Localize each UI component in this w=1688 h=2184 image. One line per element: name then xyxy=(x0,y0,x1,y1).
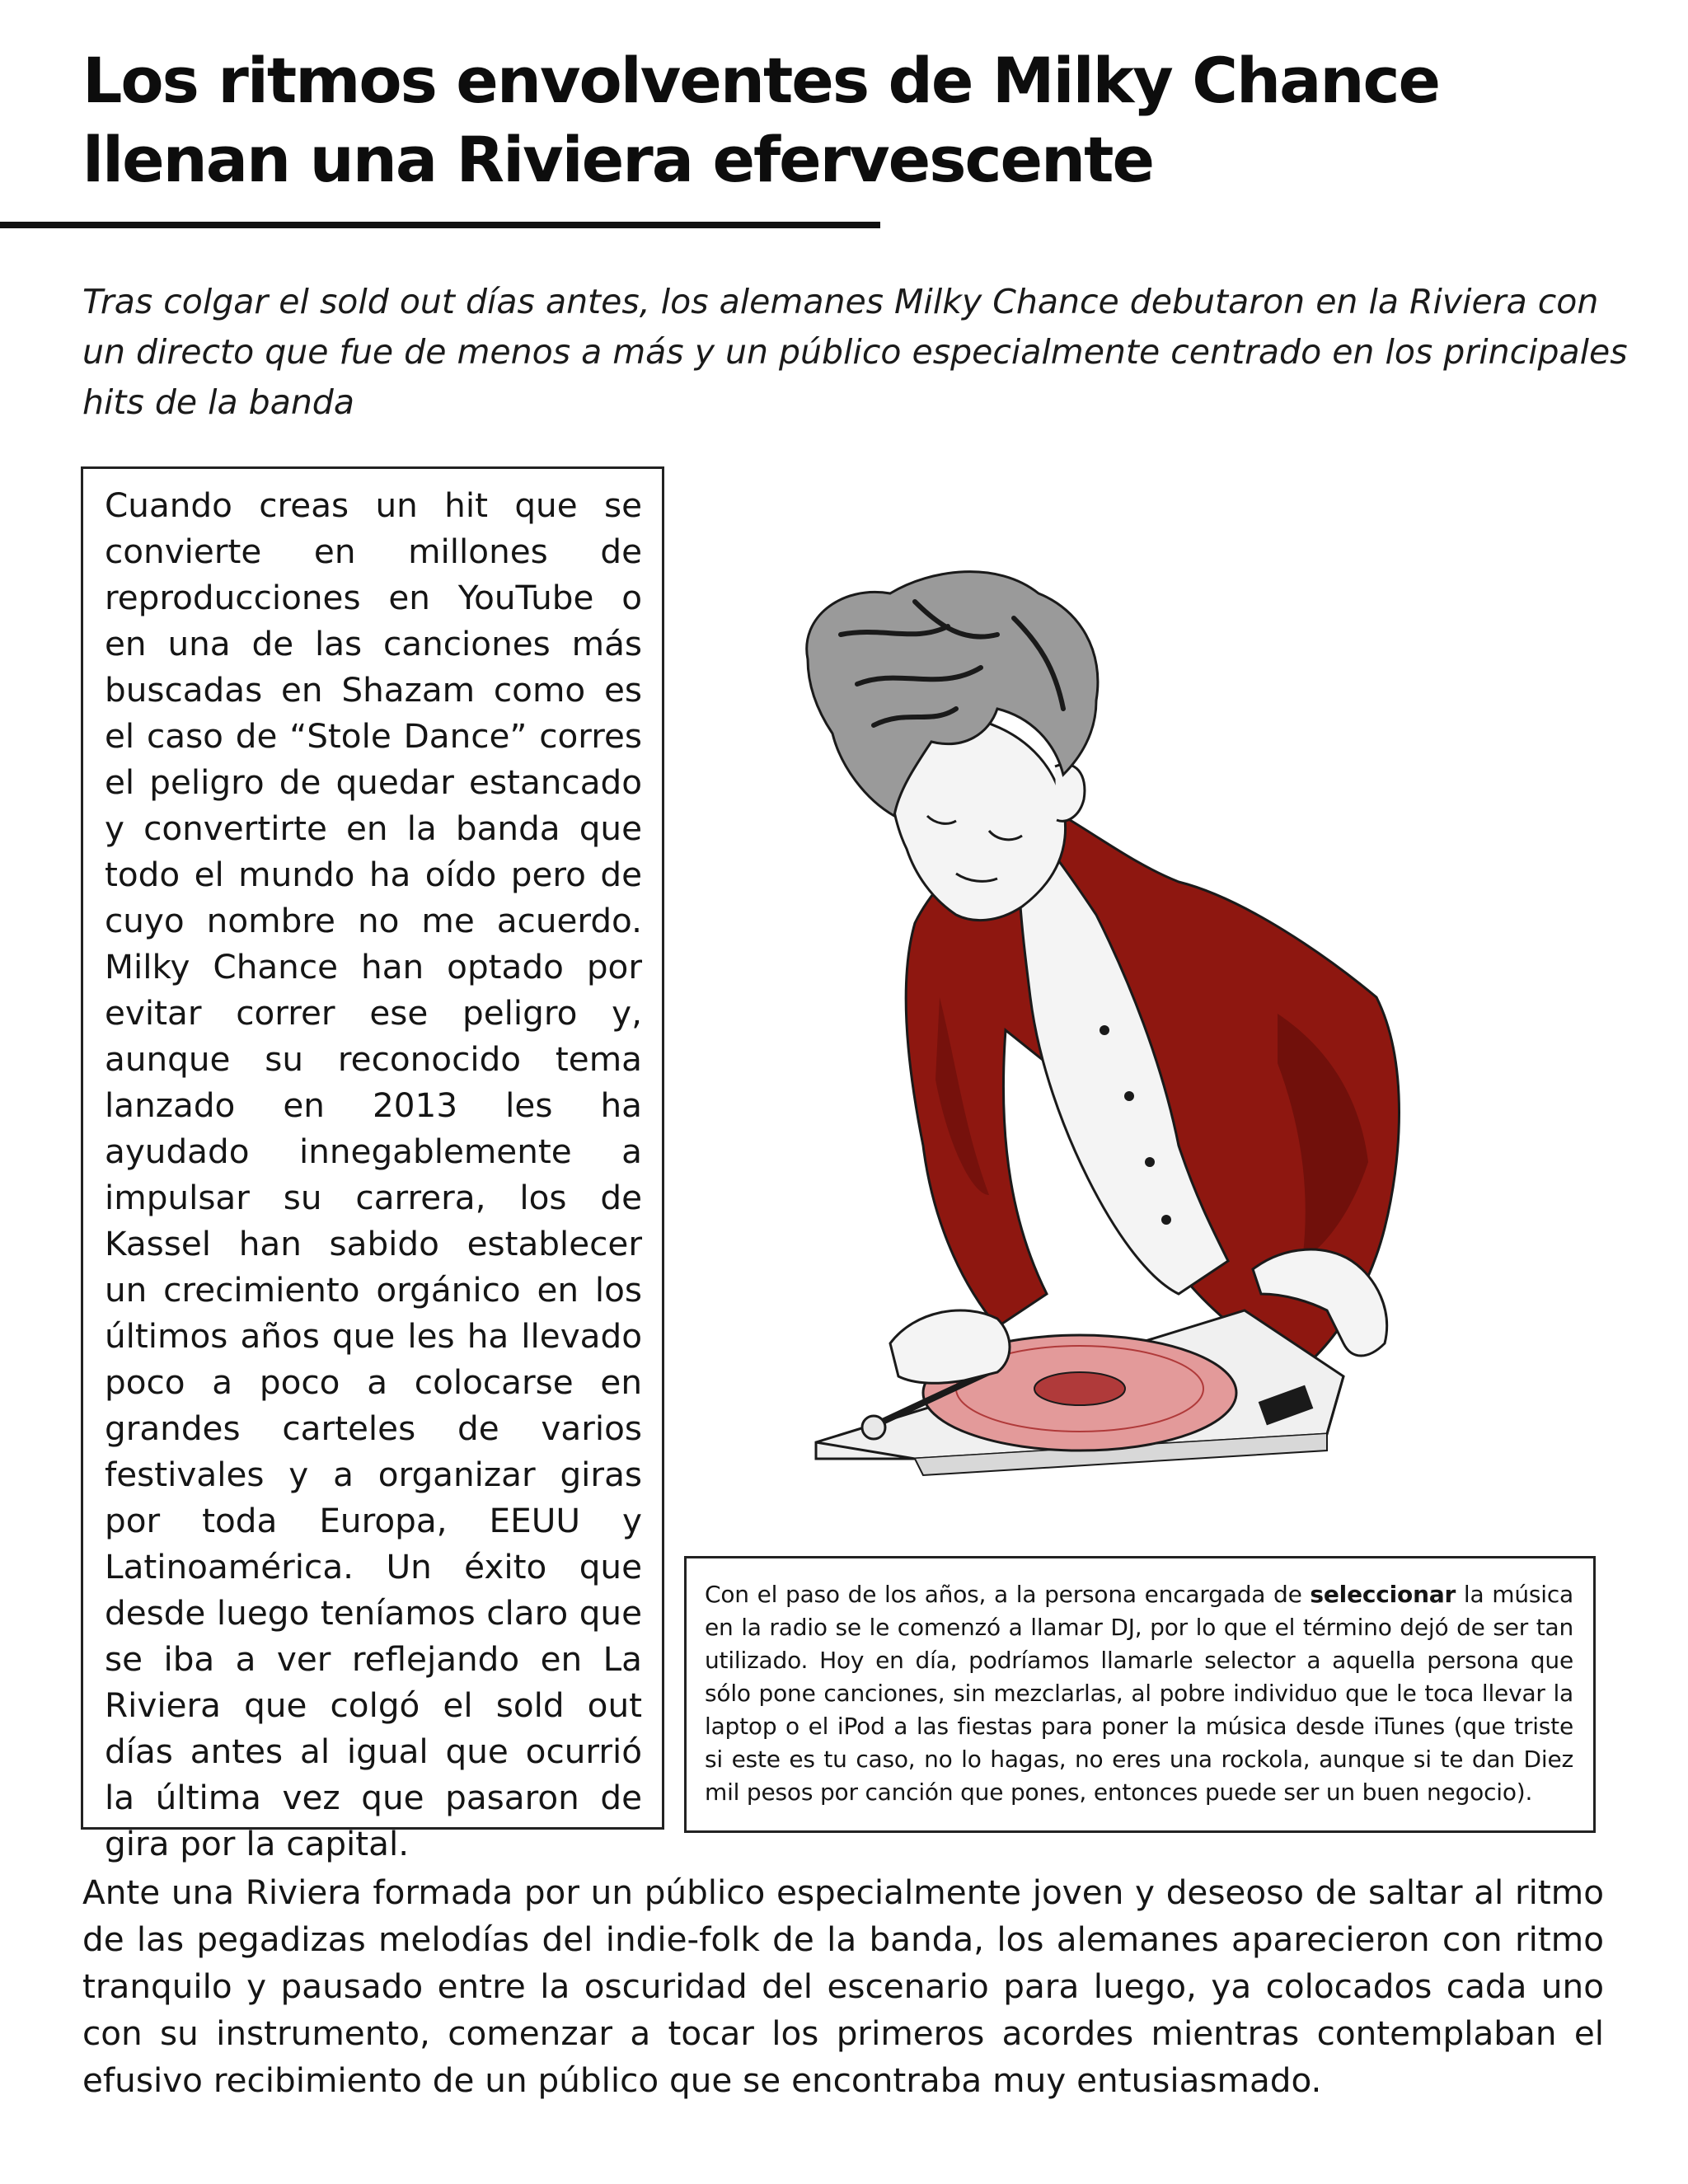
left-hand-shape xyxy=(890,1310,1010,1383)
sidebar-column-box xyxy=(81,466,664,1863)
dj-turntable-illustration xyxy=(750,569,1492,1492)
bottom-paragraph: Ante una Riviera formada por un público especialmente joven y deseoso de saltar al ritmo de las pegadizas melodías del indie-folk de la banda, los alemanes aparecieron con ritmo tranquilo y pausado entre la oscuridad del escenario para luego, ya colocados cada uno con su instrumento, comenzar a tocar los primeros acordes mientras contemplaban el efusivo recibimiento de un público que se encontraba muy entusiasmado. xyxy=(82,1872,1604,2100)
caption-bold-word: seleccionar xyxy=(1310,1581,1456,1608)
column-body-text: Cuando creas un hit que se convierte en millones de reproducciones en YouTube o en una de las canciones más buscadas en Shazam como es el caso de “Stole Dance” corres el peligro de quedar estancado y convertirte en la banda que todo el mundo ha oído pero de cuyo nombre no me acuerdo. Milky Chance han optado por evitar correr ese peligro y, aunque su reconocido tema lanzado en 2013 les ha ayudado innegablemente a impulsar su carrera, los de Kassel han sabido establecer un crecimiento orgánico en los últimos años que les ha llevado poco a poco a colocarse en grandes carteles de varios festivales y a organizar giras por toda Europa, EEUU y Latinoamérica. Un éxito que desde luego teníamos claro que se iba a ver reflejando en La Riviera que colgó el sold out días antes al igual que ocurrió la última vez que pasaron de gira por la capital. xyxy=(105,485,642,1863)
article-lead: Tras colgar el sold out días antes, los alemanes Milky Chance debutaron en la Riviera con un directo que fue de menos a más y un público especialmente centrado en los principales hits de la banda xyxy=(82,282,1628,422)
caption-text: Con el paso de los años, a la persona encargada de seleccionar la música en la radio se le comenzó a llamar DJ, por lo que el término dejó de ser tan utilizado. Hoy en día, podríamos llamarle selector a aquella persona que sólo pone canciones, sin mezclarlas, al pobre individuo que le toca llevar la laptop o el iPod a las fiestas para poner la música desde iTunes (que triste si este es tu caso, no lo hagas, no eres una rockola, aunque si te dan Diez mil pesos por canción que pones, entonces puede ser un buen negocio). xyxy=(705,1581,1573,1806)
caption-box xyxy=(684,1556,1596,1833)
headline-divider xyxy=(0,222,880,228)
record-label xyxy=(1034,1372,1125,1405)
article-headline: Los ritmos envolventes de Milky Chance llenan una Riviera efervescente xyxy=(82,44,1440,196)
